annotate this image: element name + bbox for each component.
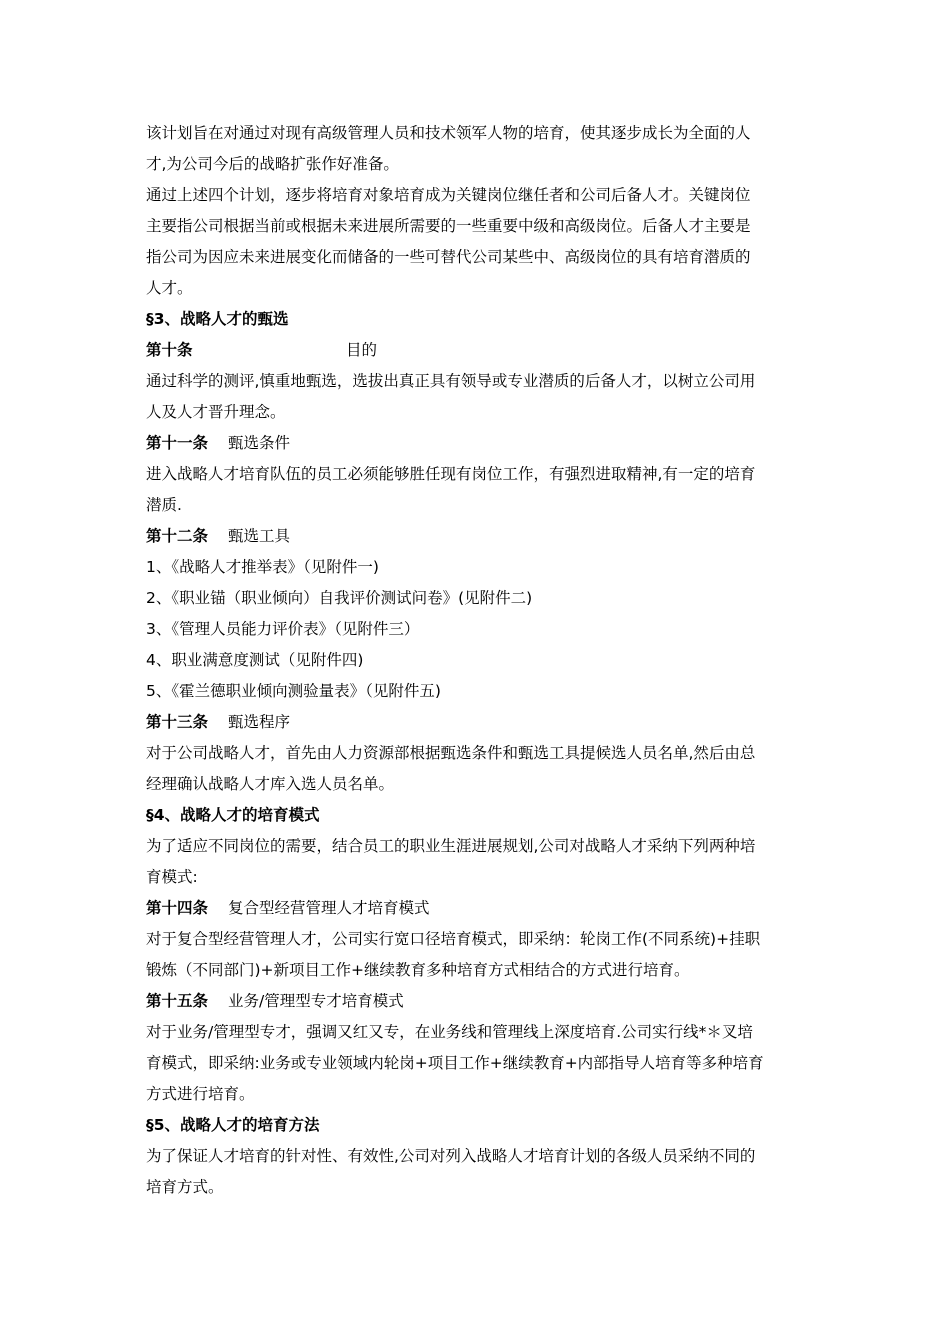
paragraph-line: 该计划旨在对通过对现有高级管理人员和技术领军人物的培育，使其逐步成长为全面的人	[146, 124, 751, 142]
section-heading-4: §4、战略人才的培育模式	[146, 806, 320, 824]
article-subtitle: 复合型经营管理人才培育模式	[228, 899, 430, 917]
paragraph-line: 对于公司战略人才，首先由人力资源部根据甄选条件和甄选工具提候选人员名单,然后由总	[146, 744, 756, 762]
paragraph-line: 人及人才晋升理念。	[146, 403, 286, 421]
list-item: 1、《战略人才推举表》（见附件一)	[146, 558, 379, 576]
article-13-heading	[146, 707, 816, 738]
article-title: 第十条	[146, 341, 193, 359]
article-title: 第十五条	[146, 992, 209, 1010]
section-heading-3: §3、战略人才的甄选	[146, 310, 289, 328]
paragraph-line: 培育方式。	[146, 1178, 224, 1196]
paragraph-line: 指公司为因应未来进展变化而储备的一些可替代公司某些中、高级岗位的具有培育潜质的	[146, 248, 751, 266]
document-body	[146, 118, 816, 1203]
list-item: 4、职业满意度测试（见附件四)	[146, 651, 364, 669]
article-10-heading	[146, 335, 816, 366]
paragraph-line: 通过科学的测评,慎重地甄选，选拔出真正具有领导或专业潜质的后备人才，以树立公司用	[146, 372, 756, 390]
list-item: 3、《管理人员能力评价表》（见附件三）	[146, 620, 420, 638]
paragraph-line: 育模式，即采纳:业务或专业领域内轮岗+项目工作+继续教育+内部指导人培育等多种培育	[146, 1054, 764, 1072]
article-title: 第十一条	[146, 434, 209, 452]
paragraph-line: 才,为公司今后的战略扩张作好准备。	[146, 155, 399, 173]
paragraph-line: 育模式:	[146, 868, 198, 886]
article-subtitle: 甄选程序	[228, 713, 291, 731]
article-subtitle: 甄选工具	[228, 527, 291, 545]
article-subtitle: 甄选条件	[228, 434, 291, 452]
article-title: 第十三条	[146, 713, 209, 731]
article-title: 第十四条	[146, 899, 209, 917]
list-item: 2、《职业锚（职业倾向）自我评价测试问卷》(见附件二)	[146, 589, 533, 607]
article-title: 第十二条	[146, 527, 209, 545]
article-11-heading	[146, 428, 816, 459]
paragraph-line: 潜质.	[146, 496, 182, 514]
paragraph-line: 经理确认战略人才库入选人员名单。	[146, 775, 395, 793]
paragraph-line: 通过上述四个计划，逐步将培育对象培育成为关键岗位继任者和公司后备人才。关键岗位	[146, 186, 751, 204]
paragraph-line: 主要指公司根据当前或根据未来进展所需要的一些重要中级和高级岗位。后备人才主要是	[146, 217, 751, 235]
article-12-heading	[146, 521, 816, 552]
paragraph-line: 方式进行培育。	[146, 1085, 255, 1103]
article-14-heading	[146, 893, 816, 924]
paragraph-line: 对于复合型经营管理人才，公司实行宽口径培育模式，即采纳：轮岗工作(不同系统)+挂职	[146, 930, 761, 948]
paragraph-line: 人才。	[146, 279, 193, 297]
paragraph-line: 对于业务/管理型专才，强调又红又专，在业务线和管理线上深度培育.公司实行线*＊叉培	[146, 1023, 753, 1041]
paragraph-line: 为了保证人才培育的针对性、有效性,公司对列入战略人才培育计划的各级人员采纳不同的	[146, 1147, 756, 1165]
list-item: 5、《霍兰德职业倾向测验量表》（见附件五)	[146, 682, 441, 700]
article-subtitle: 业务/管理型专才培育模式	[228, 992, 404, 1010]
paragraph-line: 进入战略人才培育队伍的员工必须能够胜任现有岗位工作，有强烈进取精神,有一定的培育	[146, 465, 756, 483]
paragraph-line: 为了适应不同岗位的需要，结合员工的职业生涯进展规划,公司对战略人才采纳下列两种培	[146, 837, 756, 855]
article-subtitle: 目的	[346, 341, 378, 359]
section-heading-5: §5、战略人才的培育方法	[146, 1116, 320, 1134]
article-15-heading	[146, 986, 816, 1017]
paragraph-line: 锻炼（不同部门)+新项目工作+继续教育多种培育方式相结合的方式进行培育。	[146, 961, 690, 979]
